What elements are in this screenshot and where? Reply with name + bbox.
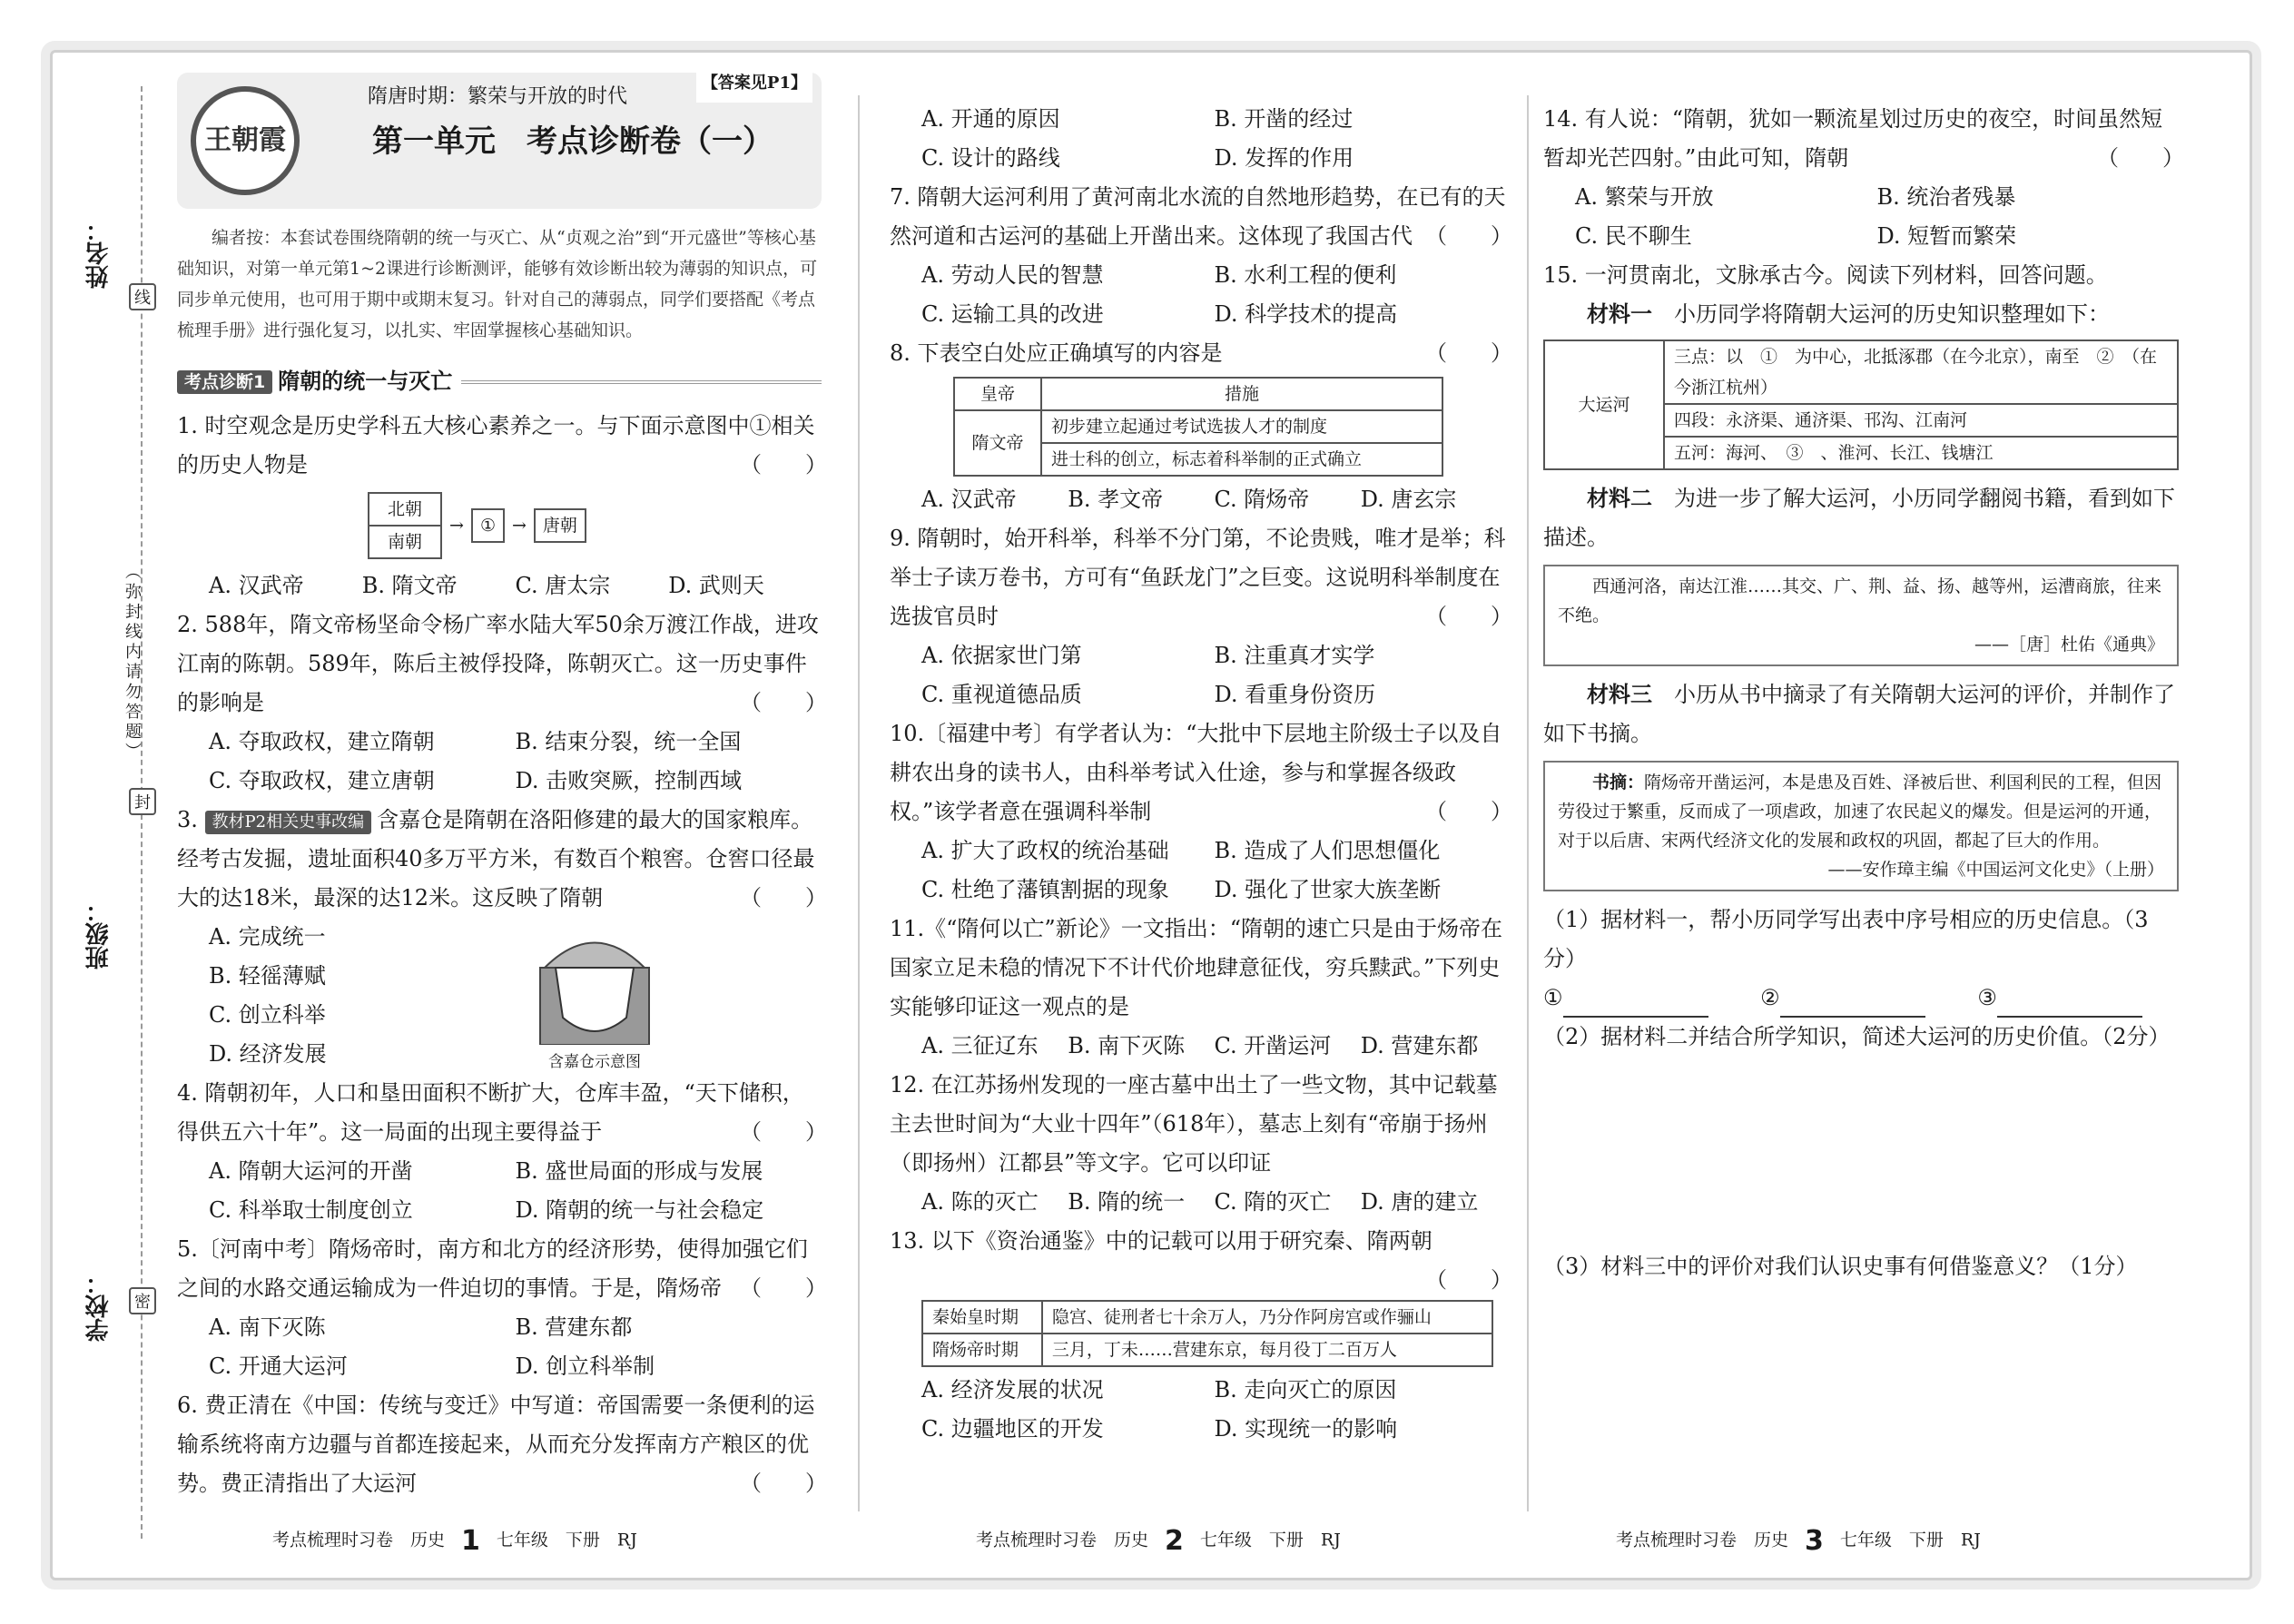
q2-options [177,723,822,801]
q10-stem: 10.〔福建中考〕有学者认为：“大批中下层地主阶级士子以及自耕农出身的读书人，由科举考试入仕途，参与和掌握各级政权。”该学者意在强调科举制 [890,721,1502,824]
quote-text: 西通河洛，南达江淮……其交、广、荆、益、扬、越等州，运漕商旅，往来不绝。 [1558,576,2162,625]
q2-stem: 2. 588年，隋文帝杨坚命令杨广率水陆大军50余万渡江作战，进攻江南的陈朝。589年，陈后主被俘投降，陈朝灭亡。这一历史事件的影响是 [177,612,819,715]
q10-options [890,832,1507,910]
q11-stem: 11.《“隋何以亡”新论》一文指出：“隋朝的速亡只是由于炀帝在国家立足未稳的情况下不计代价地肆意征伐，穷兵黩武。”下列史实能够印证这一观点的是 [890,916,1502,1019]
answer-paren: （ ） [740,452,827,477]
arrow-icon: → [511,516,527,536]
option[interactable]: B. 南下灭陈 [1068,1033,1186,1058]
quote-text: 隋炀帝开凿运河，本是患及百姓、泽被后世、利国利民的工程，但因劳役过于繁重，反而成了一项虐政，加速了农民起义的爆发。但是运河的开通，对于以后唐、宋两代经济文化的发展和政权的巩固，都起了巨大的作用。 [1558,773,2162,851]
source-tag: 教材P2相关史事改编 [205,811,372,834]
option[interactable]: D. 强化了世家大族垄断 [1214,877,1442,902]
answer-paren: （ ） [2097,145,2184,171]
q6-options [890,100,1507,178]
option[interactable]: A. 开通的原因 [921,106,1060,132]
page-number: 2 [1165,1525,1184,1557]
material-text: 小历从书中摘录了有关隋朝大运河的评价，并制作了如下书摘。 [1543,682,2175,746]
option[interactable]: C. 杜绝了藩镇割据的现象 [921,877,1169,902]
page-title: 第一单元 考点诊断卷（一） [372,123,773,160]
footer-title: 考点梳理时习卷 历史 [976,1530,1149,1550]
question-6 [177,1386,827,1503]
quote-source: ——［唐］杜佑《通典》 [1974,635,2164,655]
option[interactable]: A. 劳动人民的智慧 [921,262,1104,288]
q3-body [177,918,822,1074]
option[interactable]: B. 结束分裂，统一全国 [515,729,742,754]
option[interactable]: C. 唐太宗 [515,573,611,598]
table-cell: 四段：永济渠、通济渠、邗沟、江南河 [1664,404,2178,437]
answer-blanks [1543,979,2179,1018]
table-cell: 五河：海河、 ③ 、淮河、长江、钱塘江 [1664,437,2178,469]
page-footer [272,1525,637,1557]
question-7 [890,178,1512,334]
option[interactable]: D. 看重身份资历 [1214,682,1376,707]
option[interactable]: A. 隋朝大运河的开凿 [209,1158,413,1184]
seal-seal-mark: 封 [129,788,156,815]
table-cell: 进士科的创立，标志着科举制的正式确立 [1041,443,1442,476]
table-cell: 隐宫、徒刑者七十余万人，乃分作阿房宫或作骊山 [1042,1301,1492,1334]
table-cell: 隋文帝 [954,410,1041,476]
school-label: 学校： [85,1271,113,1342]
arrow-icon: → [449,516,464,536]
answer-paren: （ ） [1425,223,1512,249]
option[interactable]: A. 繁荣与开放 [1575,184,1714,210]
quote-source: ——安作璋主编《中国运河文化史》（上册） [1827,860,2164,880]
seal-line-mark: 线 [129,283,156,310]
figure-caption: 含嘉仓示意图 [548,1053,641,1071]
option[interactable]: C. 隋的灭亡 [1214,1189,1332,1215]
option[interactable]: A. 夺取政权，建立隋朝 [209,729,435,754]
q13-options [890,1371,1507,1449]
footer-title: 考点梳理时习卷 历史 [272,1530,446,1550]
question-3 [177,801,827,1074]
option[interactable]: C. 科举取士制度创立 [209,1197,413,1223]
canal-table [1543,340,2179,470]
table-header: 皇帝 [954,378,1041,410]
q5-stem: 5.〔河南中考〕隋炀帝时，南方和北方的经济形势，使得加强它们之间的水路交通运输成为一件迫切的事情。于是，隋炀帝 [177,1236,808,1301]
question-8 [890,334,1512,519]
material-title: 材料三 [1587,682,1652,707]
answer-paren: （ ） [1425,340,1512,366]
answer-paren: （ ） [1425,799,1512,824]
tang-dynasty-label: 唐朝 [534,508,586,543]
answer-paren: （ ） [1425,604,1512,629]
material-title: 材料二 [1587,486,1652,511]
table-cell: 大运河 [1544,340,1664,469]
answer-paren: （ ） [740,1119,827,1145]
granary-figure [536,918,654,1074]
answer-area-2[interactable] [1543,1057,2179,1247]
table-header: 措施 [1041,378,1442,410]
option[interactable]: B. 走向灭亡的原因 [1214,1377,1397,1403]
q12-stem: 12. 在江苏扬州发现的一座古墓中出土了一些文物，其中记载墓主去世时间为“大业十四年”（618年），墓志上刻有“帝崩于扬州（即扬州）江都县”等文字。它可以印证 [890,1072,1498,1176]
answer-blank-3[interactable] [1997,989,2142,1018]
option[interactable]: A. 汉武帝 [209,573,304,598]
class-label: 班级： [85,899,113,969]
q8-options [890,480,1507,519]
page-footer [1616,1525,1981,1557]
material-text: 为进一步了解大运河，小历同学翻阅书籍，看到如下描述。 [1543,486,2175,550]
option[interactable]: A. 经济发展的状况 [921,1377,1104,1403]
option[interactable]: D. 唐的建立 [1360,1189,1479,1215]
question-10 [890,714,1512,910]
option[interactable]: C. 开凿运河 [1214,1033,1332,1058]
section-title: 隋朝的统一与灭亡 [278,369,453,394]
q13-table [921,1300,1493,1367]
option[interactable]: B. 隋文帝 [361,573,458,598]
option[interactable]: C. 边疆地区的开发 [921,1416,1104,1442]
column-1 [177,73,827,1503]
blank-label: ② [1760,985,1780,1010]
option[interactable]: D. 发挥的作用 [1214,145,1354,171]
option[interactable]: D. 唐玄宗 [1360,487,1457,512]
section-heading [177,362,822,401]
page-number: 3 [1805,1525,1824,1557]
blank-label: ① [1543,985,1563,1010]
question-1 [177,407,827,605]
option[interactable]: C. 隋炀帝 [1214,487,1310,512]
question-11 [890,910,1507,1066]
option[interactable]: A. 三征辽东 [921,1033,1039,1058]
q6-stem: 6. 费正清在《中国：传统与变迁》中写道：帝国需要一条便利的运输系统将南方边疆与首都连接起来，从而充分发挥南方产粮区的优势。费正清指出了大运河 [177,1393,815,1496]
q4-stem: 4. 隋朝初年，人口和垦田面积不断扩大，仓库丰盈，“天下储积，得供五六十年”。这一局面的出现主要得益于 [177,1080,804,1145]
page-footer [976,1525,1341,1557]
answer-reference: 【答案见P1】 [696,64,812,103]
option[interactable]: C. 创立科举 [209,1002,326,1028]
option[interactable]: B. 统治者残暴 [1876,184,2016,210]
page-number: 1 [461,1525,480,1557]
q7-stem: 7. 隋朝大运河利用了黄河南北水流的自然地形趋势，在已有的天然河道和古运河的基础上开凿出来。这体现了我国古代 [890,184,1506,249]
blank-label: ③ [1977,985,1997,1010]
unit-subtitle: 隋唐时期：繁荣与开放的时代 [368,85,628,108]
q1-diagram [368,492,822,559]
question-4 [177,1074,827,1230]
option[interactable]: C. 运输工具的改进 [921,301,1104,327]
brand-logo: 王朝霞 [191,86,300,195]
option[interactable]: B. 盛世局面的形成与发展 [515,1158,763,1184]
sub-question-3: （3）材料三中的评价对我们认识史事有何借鉴意义？（1分） [1543,1254,2138,1279]
quote-box [1543,761,2179,891]
name-label: 姓名： [85,218,113,289]
option[interactable]: D. 击败突厥，控制西域 [515,768,743,793]
question-2 [177,605,827,801]
sub-question-2: （2）据材料二并结合所学知识，简述大运河的历史价值。（2分） [1543,1024,2171,1049]
option[interactable]: B. 开凿的经过 [1214,106,1354,132]
section-rule [461,380,822,384]
option[interactable]: D. 经济发展 [209,1041,327,1067]
option[interactable]: C. 重视道德品质 [921,682,1082,707]
table-cell: 初步建立起通过考试选拔人才的制度 [1041,410,1442,443]
option[interactable]: D. 短暂而繁荣 [1876,223,2017,249]
option[interactable]: B. 营建东都 [515,1314,633,1340]
q1-options [177,566,822,605]
q1-stem: 1. 时空观念是历史学科五大核心素养之一。与下面示意图中①相关的历史人物是 [177,413,815,477]
option[interactable]: D. 科学技术的提高 [1214,301,1398,327]
table-cell: 三点：以 ① 为中心，北抵涿郡（在今北京），南至 ② （在今浙江杭州） [1664,340,2178,404]
q4-options [177,1152,822,1230]
table-cell: 三月，丁未……营建东京，每月役丁二百万人 [1042,1334,1492,1366]
material-text: 小历同学将隋朝大运河的历史知识整理如下： [1674,301,2110,327]
option[interactable]: C. 开通大运河 [209,1353,348,1379]
option[interactable]: C. 夺取政权，建立唐朝 [209,768,435,793]
question-13 [890,1222,1512,1449]
option[interactable]: A. 南下灭陈 [209,1314,326,1340]
option[interactable]: B. 水利工程的便利 [1214,262,1397,288]
q15-stem: 15. 一河贯南北，文脉承古今。阅读下列材料，回答问题。 [1543,262,2108,288]
answer-blank-2[interactable] [1780,989,1925,1018]
table-cell: 秦始皇时期 [922,1301,1042,1334]
quote-box [1543,565,2179,666]
option[interactable]: D. 隋朝的统一与社会稳定 [515,1197,764,1223]
answer-paren: （ ） [740,690,827,715]
option[interactable]: C. 民不聊生 [1575,223,1692,249]
column-2 [890,100,1512,1449]
option[interactable]: D. 营建东都 [1360,1033,1479,1058]
seal-secret-mark: 密 [129,1287,156,1314]
sub-question-1: （1）据材料一，帮小历同学写出表中序号相应的历史信息。（3分） [1543,907,2149,971]
question-12 [890,1066,1507,1222]
option[interactable]: A. 依据家世门第 [921,643,1082,668]
option[interactable]: A. 汉武帝 [921,487,1017,512]
q14-options [1543,178,2179,256]
q9-stem: 9. 隋朝时，始开科举，科举不分门第，不论贵贱，唯才是举；科举士子读万卷书，方可有“鱼跃龙门”之巨变。这说明科举制度在选拔官员时 [890,526,1506,629]
option[interactable]: D. 创立科举制 [515,1353,655,1379]
q14-stem: 14. 有人说：“隋朝，犹如一颗流星划过历史的夜空，时间虽然短暂却光芒四射。”由此可知，隋朝 [1543,106,2163,171]
seal-note: （弥封线内请勿答题） [123,563,142,763]
question-15 [1543,256,2179,1286]
north-dynasty-label: 北朝 [369,494,440,527]
q3-stem: 含嘉仓是隋朝在洛阳修建的最大的国家粮库。经考古发掘，遗址面积40多万平方米，有数百个粮窖。仓窖口径最大的达18米，最深的达12米。这反映了隋朝 [177,807,815,910]
q8-table [953,377,1443,477]
answer-paren: （ ） [1425,1267,1512,1293]
footer-title: 考点梳理时习卷 历史 [1616,1530,1789,1550]
column-3 [1543,100,2184,1286]
granary-illustration [536,918,654,1045]
blank-dynasty-label: ① [471,508,505,543]
option[interactable]: D. 武则天 [668,573,764,598]
q5-options [177,1308,822,1386]
column-divider [858,95,860,1511]
dynasty-box [368,492,442,559]
footer-grade: 七年级 下册 RJ [496,1530,637,1550]
option[interactable]: C. 设计的路线 [921,145,1060,171]
question-14 [1543,100,2184,256]
footer-grade: 七年级 下册 RJ [1839,1530,1981,1550]
option[interactable]: A. 扩大了政权的统治基础 [921,838,1169,863]
answer-paren: （ ） [740,885,827,910]
answer-paren: （ ） [740,1275,827,1301]
option[interactable]: D. 实现统一的影响 [1214,1416,1398,1442]
q8-stem: 8. 下表空白处应正确填写的内容是 [890,340,1223,366]
answer-paren: （ ） [740,1471,827,1496]
option[interactable]: B. 造成了人们思想僵化 [1214,838,1441,863]
column-divider [1527,95,1529,1511]
option[interactable]: B. 轻徭薄赋 [209,963,326,989]
option[interactable]: B. 注重真才实学 [1214,643,1375,668]
option[interactable]: A. 陈的灭亡 [921,1189,1039,1215]
q9-options [890,636,1507,714]
q12-options [890,1183,1507,1222]
q13-stem: 13. 以下《资治通鉴》中的记载可以用于研究秦、隋两朝 [890,1228,1433,1254]
page-header [177,73,822,209]
footer-grade: 七年级 下册 RJ [1199,1530,1341,1550]
option[interactable]: A. 完成统一 [209,924,326,950]
material-title: 材料一 [1587,301,1652,327]
answer-blank-1[interactable] [1563,989,1708,1018]
q3-options [177,918,536,1074]
question-5 [177,1230,827,1386]
south-dynasty-label: 南朝 [388,532,423,552]
section-tag: 考点诊断1 [177,370,272,394]
table-cell: 隋炀帝时期 [922,1334,1042,1366]
q3-number: 3. [177,807,198,832]
q7-options [890,256,1507,334]
option[interactable]: B. 孝文帝 [1068,487,1164,512]
q11-options [890,1027,1507,1066]
excerpt-label: 书摘： [1592,773,1645,792]
option[interactable]: B. 隋的统一 [1068,1189,1186,1215]
question-9 [890,519,1512,714]
editor-note: 编者按：本套试卷围绕隋朝的统一与灭亡、从“贞观之治”到“开元盛世”等核心基础知识，对第一单元第1~2课进行诊断测评，能够有效诊断出较为薄弱的知识点，可同步单元使用，也可用于期中或期末复习。针对自己的薄弱点，同学们要搭配《考点梳理手册》进行强化复习，以扎实、牢固掌握核心基础知识。 [177,228,818,340]
